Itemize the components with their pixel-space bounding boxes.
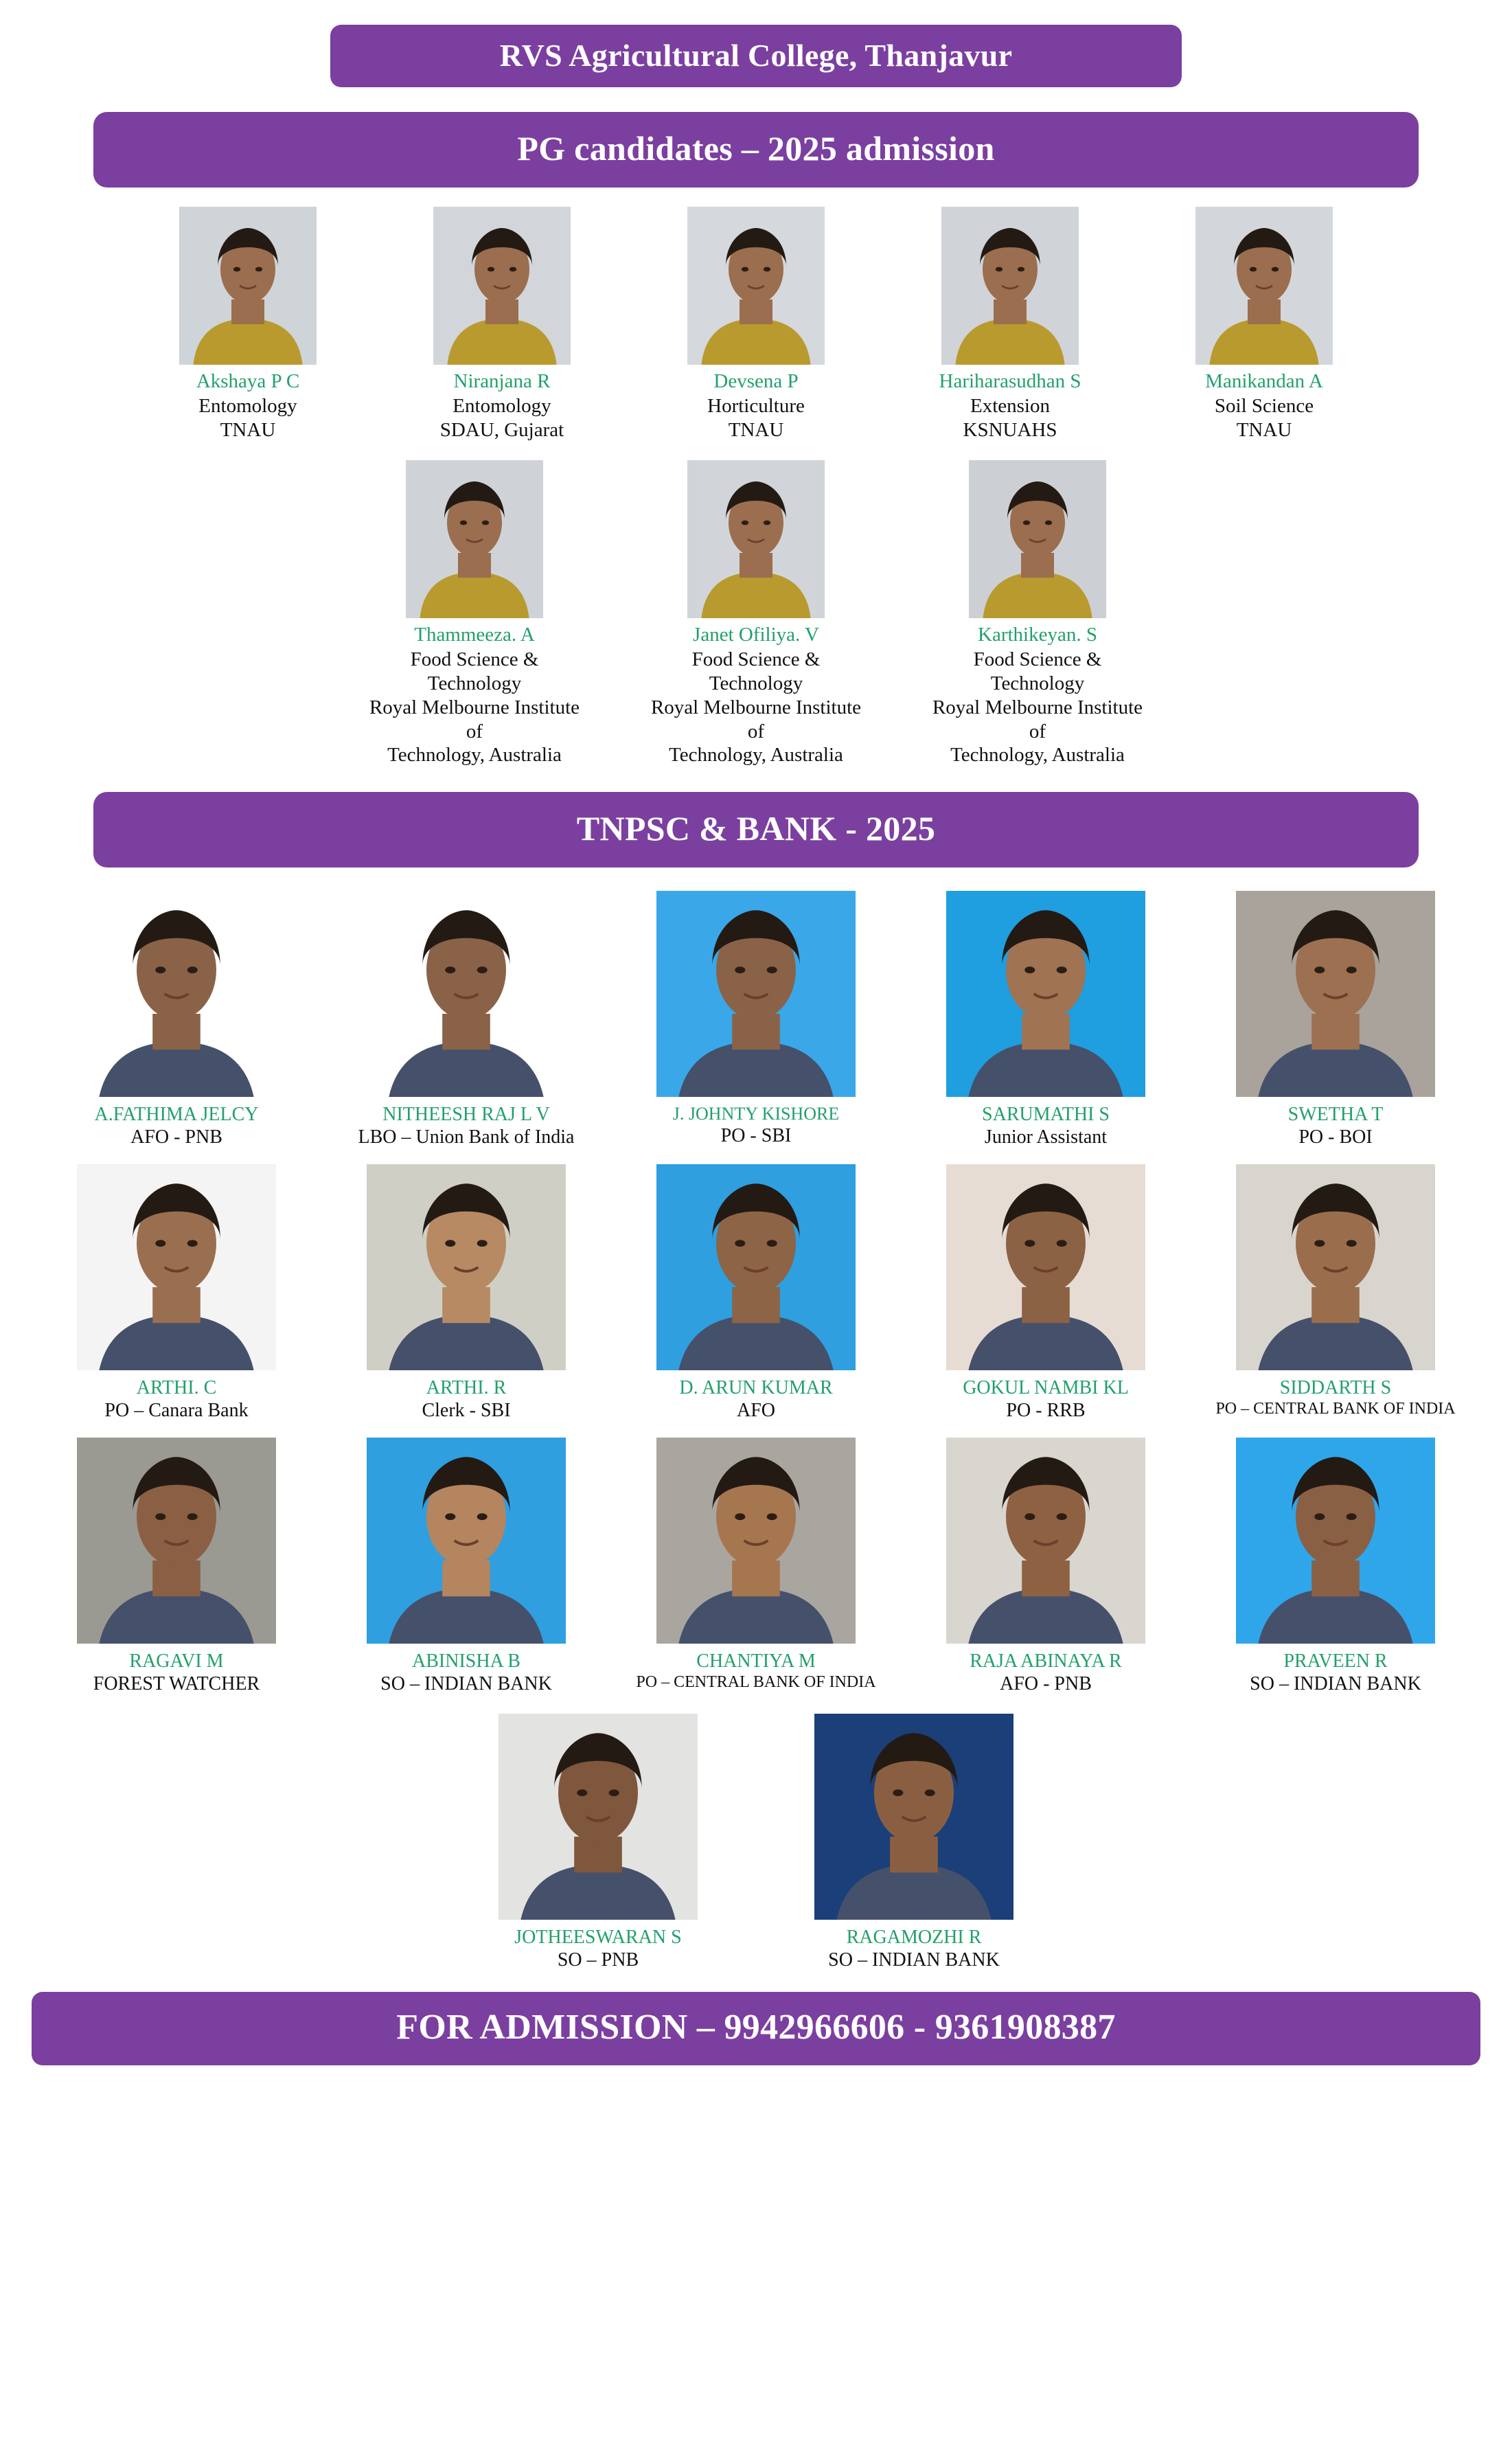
achiever-photo — [367, 891, 566, 1097]
achiever-card — [619, 1164, 893, 1422]
pg-candidate-institute: Royal Melbourne Institute of — [650, 696, 862, 742]
achiever-card — [908, 1438, 1183, 1696]
achiever-role: SO – INDIAN BANK — [380, 1673, 552, 1695]
achiever-name: ARTHI. C — [136, 1377, 217, 1399]
achiever-photo — [77, 891, 276, 1097]
achiever-photo — [946, 891, 1145, 1097]
portrait-photo — [367, 1164, 566, 1370]
achiever-photo — [77, 1164, 276, 1370]
achiever-photo — [1236, 1438, 1435, 1644]
achiever-name: NITHEESH RAJ L V — [382, 1104, 550, 1126]
achiever-card — [619, 1438, 893, 1692]
achiever-role: PO - SBI — [720, 1125, 792, 1147]
pg-candidate-institute: Royal Melbourne Institute of — [932, 696, 1143, 742]
achiever-role: Clerk - SBI — [422, 1400, 511, 1422]
pg-candidate-program: Food Science & Technology — [973, 648, 1102, 695]
portrait-photo — [179, 207, 317, 365]
achiever-name: SARUMATHI S — [982, 1104, 1110, 1126]
pg-candidate-photo — [1195, 207, 1333, 365]
achiever-role: SO – INDIAN BANK — [828, 1949, 1000, 1971]
pg-candidate-card — [643, 460, 869, 767]
portrait-photo — [687, 207, 825, 365]
portrait-photo — [367, 1438, 566, 1644]
pg-candidate-photo — [687, 207, 825, 365]
pg-candidate-photo — [969, 460, 1106, 618]
achiever-card — [39, 1438, 314, 1696]
pg-candidates-row-2 — [0, 460, 1512, 767]
portrait-photo — [1236, 1164, 1435, 1370]
achiever-photo — [656, 1438, 856, 1644]
achiever-role: AFO — [736, 1400, 775, 1422]
portrait-photo — [656, 891, 856, 1097]
achiever-name: PRAVEEN R — [1283, 1650, 1388, 1672]
pg-candidate-card — [643, 207, 869, 442]
pg-candidate-card — [1151, 207, 1377, 442]
achiever-photo — [656, 891, 856, 1097]
achiever-role: LBO – Union Bank of India — [358, 1126, 575, 1148]
pg-candidate-card — [389, 207, 615, 442]
achiever-card — [908, 1164, 1183, 1422]
achiever-photo — [656, 1164, 856, 1370]
portrait-photo — [946, 891, 1145, 1097]
tnpsc-row-2 — [0, 1164, 1512, 1422]
achiever-photo — [814, 1714, 1013, 1920]
achiever-name: JOTHEESWARAN S — [514, 1926, 682, 1948]
achiever-name: D. ARUN KUMAR — [679, 1377, 833, 1399]
admission-contact-banner[interactable] — [32, 1992, 1480, 2065]
pg-candidate-institute-line2: Technology, Australia — [387, 744, 562, 767]
achiever-name: RAGAVI M — [129, 1650, 224, 1672]
portrait-photo — [1195, 207, 1333, 365]
achiever-card — [777, 1714, 1051, 1972]
achiever-name: ARTHI. R — [426, 1377, 507, 1399]
pg-candidate-photo — [406, 460, 543, 618]
pg-candidate-name: Devsena P — [713, 370, 799, 392]
achiever-card — [329, 1164, 604, 1422]
achiever-card — [39, 891, 314, 1149]
pg-candidate-card — [361, 460, 588, 767]
pg-candidate-program: Soil Science — [1214, 395, 1314, 418]
pg-section-banner — [93, 112, 1419, 188]
pg-candidate-name: Karthikeyan. S — [978, 623, 1097, 646]
achiever-card — [619, 891, 893, 1147]
achiever-role: PO – CENTRAL BANK OF INDIA — [636, 1673, 876, 1692]
portrait-photo — [1236, 1438, 1435, 1644]
achiever-card — [1198, 1164, 1473, 1419]
pg-candidate-institute-line2: Technology, Australia — [669, 744, 843, 767]
achiever-photo — [367, 1438, 566, 1644]
portrait-photo — [946, 1164, 1145, 1370]
portrait-photo — [77, 1438, 276, 1644]
portrait-photo — [77, 891, 276, 1097]
portrait-photo — [656, 1164, 856, 1370]
pg-candidate-photo — [687, 460, 825, 618]
achiever-card — [461, 1714, 735, 1972]
pg-candidates-row-1 — [0, 207, 1512, 442]
pg-candidate-photo — [179, 207, 317, 365]
portrait-photo — [499, 1714, 698, 1920]
pg-candidate-institute-line2: Technology, Australia — [950, 744, 1125, 767]
pg-candidate-card — [897, 207, 1123, 442]
achiever-name: CHANTIYA M — [696, 1650, 816, 1672]
pg-candidate-program: Food Science & Technology — [410, 648, 539, 695]
pg-candidate-program: Extension — [970, 395, 1050, 418]
achiever-card — [329, 1438, 604, 1696]
achiever-name: GOKUL NAMBI KL — [963, 1377, 1129, 1399]
pg-candidate-institute: KSNUAHS — [963, 419, 1057, 442]
portrait-photo — [941, 207, 1079, 365]
achiever-name: SIDDARTH S — [1279, 1377, 1392, 1399]
achiever-role: FOREST WATCHER — [93, 1673, 260, 1695]
achiever-role: SO – PNB — [557, 1949, 639, 1971]
portrait-photo — [406, 460, 543, 618]
portrait-photo — [1236, 891, 1435, 1097]
tnpsc-section-banner — [93, 792, 1419, 867]
pg-candidate-photo — [433, 207, 571, 365]
achiever-role: PO – Canara Bank — [104, 1400, 249, 1422]
achiever-role: Junior Assistant — [984, 1126, 1108, 1148]
tnpsc-section-title: TNPSC & BANK - 2025 — [576, 809, 936, 848]
pg-candidate-program: Horticulture — [707, 395, 805, 418]
pg-candidate-name: Manikandan A — [1205, 370, 1323, 392]
portrait-photo — [969, 460, 1106, 618]
pg-candidate-program: Entomology — [198, 395, 297, 418]
achiever-role: SO – INDIAN BANK — [1250, 1673, 1421, 1695]
pg-candidate-name: Janet Ofiliya. V — [693, 623, 819, 646]
achiever-card — [329, 891, 604, 1149]
achiever-name: ABINISHA B — [412, 1650, 520, 1672]
college-title-banner — [330, 25, 1182, 87]
portrait-photo — [656, 1438, 856, 1644]
portrait-photo — [946, 1438, 1145, 1644]
pg-candidate-program: Food Science & Technology — [691, 648, 821, 695]
achiever-role: PO - RRB — [1006, 1400, 1086, 1422]
portrait-photo — [687, 460, 825, 618]
achiever-photo — [499, 1714, 698, 1920]
pg-candidate-card — [924, 460, 1151, 767]
pg-candidate-institute: SDAU, Gujarat — [439, 419, 564, 442]
pg-candidate-card — [135, 207, 361, 442]
achiever-photo — [946, 1164, 1145, 1370]
achiever-photo — [367, 1164, 566, 1370]
achiever-name: RAGAMOZHI R — [846, 1926, 982, 1948]
achiever-role: AFO - PNB — [1000, 1673, 1092, 1695]
achiever-card — [1198, 1438, 1473, 1696]
poster-page — [0, 25, 1512, 2439]
tnpsc-row-4 — [0, 1714, 1512, 1972]
achiever-name: SWETHA T — [1287, 1104, 1384, 1126]
achiever-role: PO – CENTRAL BANK OF INDIA — [1215, 1400, 1456, 1418]
portrait-photo — [77, 1164, 276, 1370]
achiever-photo — [1236, 1164, 1435, 1370]
achiever-role: AFO - PNB — [130, 1126, 222, 1148]
achiever-name: J. JOHNTY KISHORE — [672, 1104, 840, 1124]
achiever-card — [908, 891, 1183, 1149]
pg-candidate-institute: TNAU — [1236, 419, 1292, 442]
portrait-photo — [814, 1714, 1013, 1920]
pg-section-title: PG candidates – 2025 admission — [517, 129, 995, 168]
pg-candidate-name: Hariharasudhan S — [939, 370, 1081, 392]
college-title-text: RVS Agricultural College, Thanjavur — [499, 38, 1013, 73]
portrait-photo — [433, 207, 571, 365]
achiever-photo — [77, 1438, 276, 1644]
pg-candidate-name: Niranjana R — [453, 370, 551, 392]
tnpsc-row-1 — [0, 891, 1512, 1149]
pg-candidate-institute: Royal Melbourne Institute of — [369, 696, 580, 742]
achiever-name: A.FATHIMA JELCY — [94, 1104, 259, 1126]
achiever-card — [39, 1164, 314, 1422]
admission-contact-text: FOR ADMISSION – 9942966606 - 9361908387 — [396, 2008, 1116, 2047]
achiever-photo — [1236, 891, 1435, 1097]
achiever-card — [1198, 891, 1473, 1149]
pg-candidate-name: Thammeeza. A — [414, 623, 535, 646]
achiever-role: PO - BOI — [1298, 1126, 1373, 1148]
achiever-photo — [946, 1438, 1145, 1644]
achiever-name: RAJA ABINAYA R — [970, 1650, 1122, 1672]
pg-candidate-institute: TNAU — [220, 419, 276, 442]
pg-candidate-photo — [941, 207, 1079, 365]
portrait-photo — [367, 891, 566, 1097]
tnpsc-row-3 — [0, 1438, 1512, 1696]
pg-candidate-name: Akshaya P C — [196, 370, 300, 392]
pg-candidate-program: Entomology — [453, 395, 551, 418]
pg-candidate-institute: TNAU — [728, 419, 784, 442]
